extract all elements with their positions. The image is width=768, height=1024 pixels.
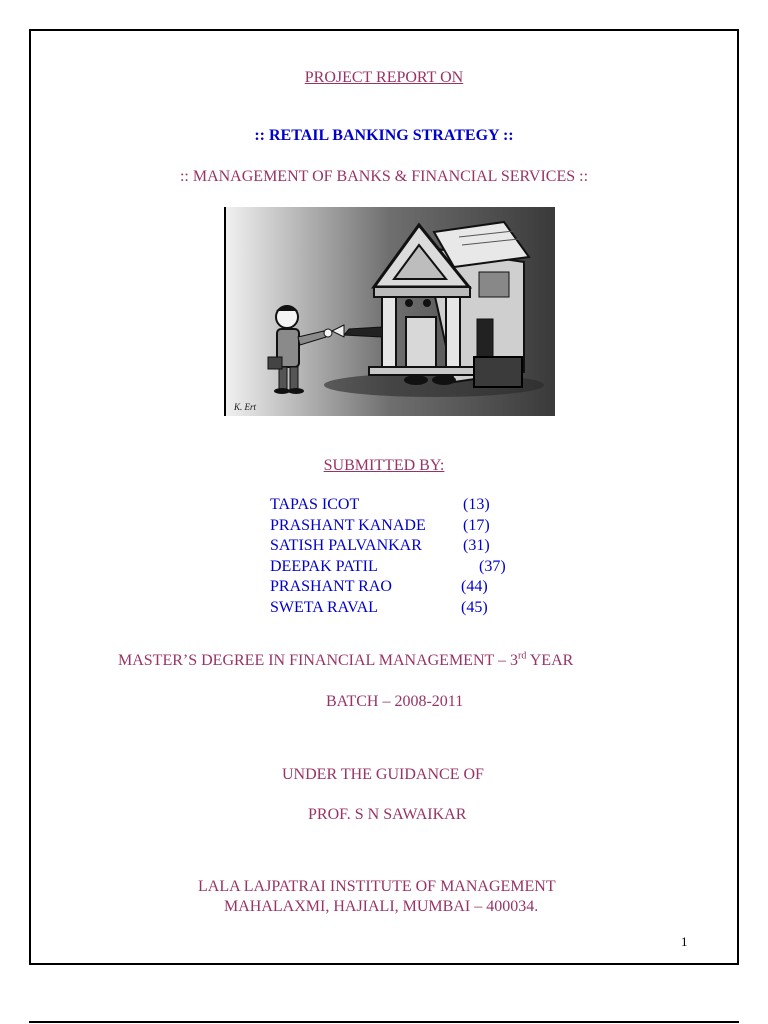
member-name: TAPAS ICOT: [270, 496, 360, 513]
next-page-border: [29, 1021, 739, 1023]
member-name: DEEPAK PATIL: [270, 557, 378, 575]
bank-handshake-cartoon-icon: [224, 207, 555, 416]
member-roll-number: (17): [463, 516, 490, 534]
member-roll-number: (45): [461, 598, 488, 616]
member-name: PRASHANT RAO: [270, 578, 392, 595]
member-roll-number: (37): [479, 557, 506, 575]
report-title: PROJECT REPORT ON: [304, 69, 464, 86]
report-topic: :: RETAIL BANKING STRATEGY ::: [254, 127, 514, 144]
member-name: PRASHANT KANADE: [270, 516, 426, 534]
degree-line: MASTER’S DEGREE IN FINANCIAL MANAGEMENT – 3rd YEAR: [118, 650, 574, 669]
batch-line: BATCH – 2008-2011: [326, 693, 464, 710]
page-number: 1: [681, 934, 688, 949]
member-roll-number: (31): [463, 537, 490, 554]
artist-signature: K. Ert: [234, 402, 257, 412]
member-name: SATISH PALVANKAR: [270, 537, 422, 554]
member-roll-number: (13): [463, 496, 490, 513]
institute-address: MAHALAXMI, HAJIALI, MUMBAI – 400034.: [224, 898, 539, 915]
member-name: SWETA RAVAL: [270, 598, 378, 616]
report-subject: :: MANAGEMENT OF BANKS & FINANCIAL SERVICES ::: [179, 168, 589, 185]
guidance-label: UNDER THE GUIDANCE OF: [282, 766, 484, 783]
institute-name: LALA LAJPATRAI INSTITUTE OF MANAGEMENT: [198, 878, 556, 895]
guide-name: PROF. S N SAWAIKAR: [308, 806, 467, 823]
submitted-by-label: SUBMITTED BY:: [323, 457, 445, 474]
member-roll-number: (44): [461, 578, 488, 595]
